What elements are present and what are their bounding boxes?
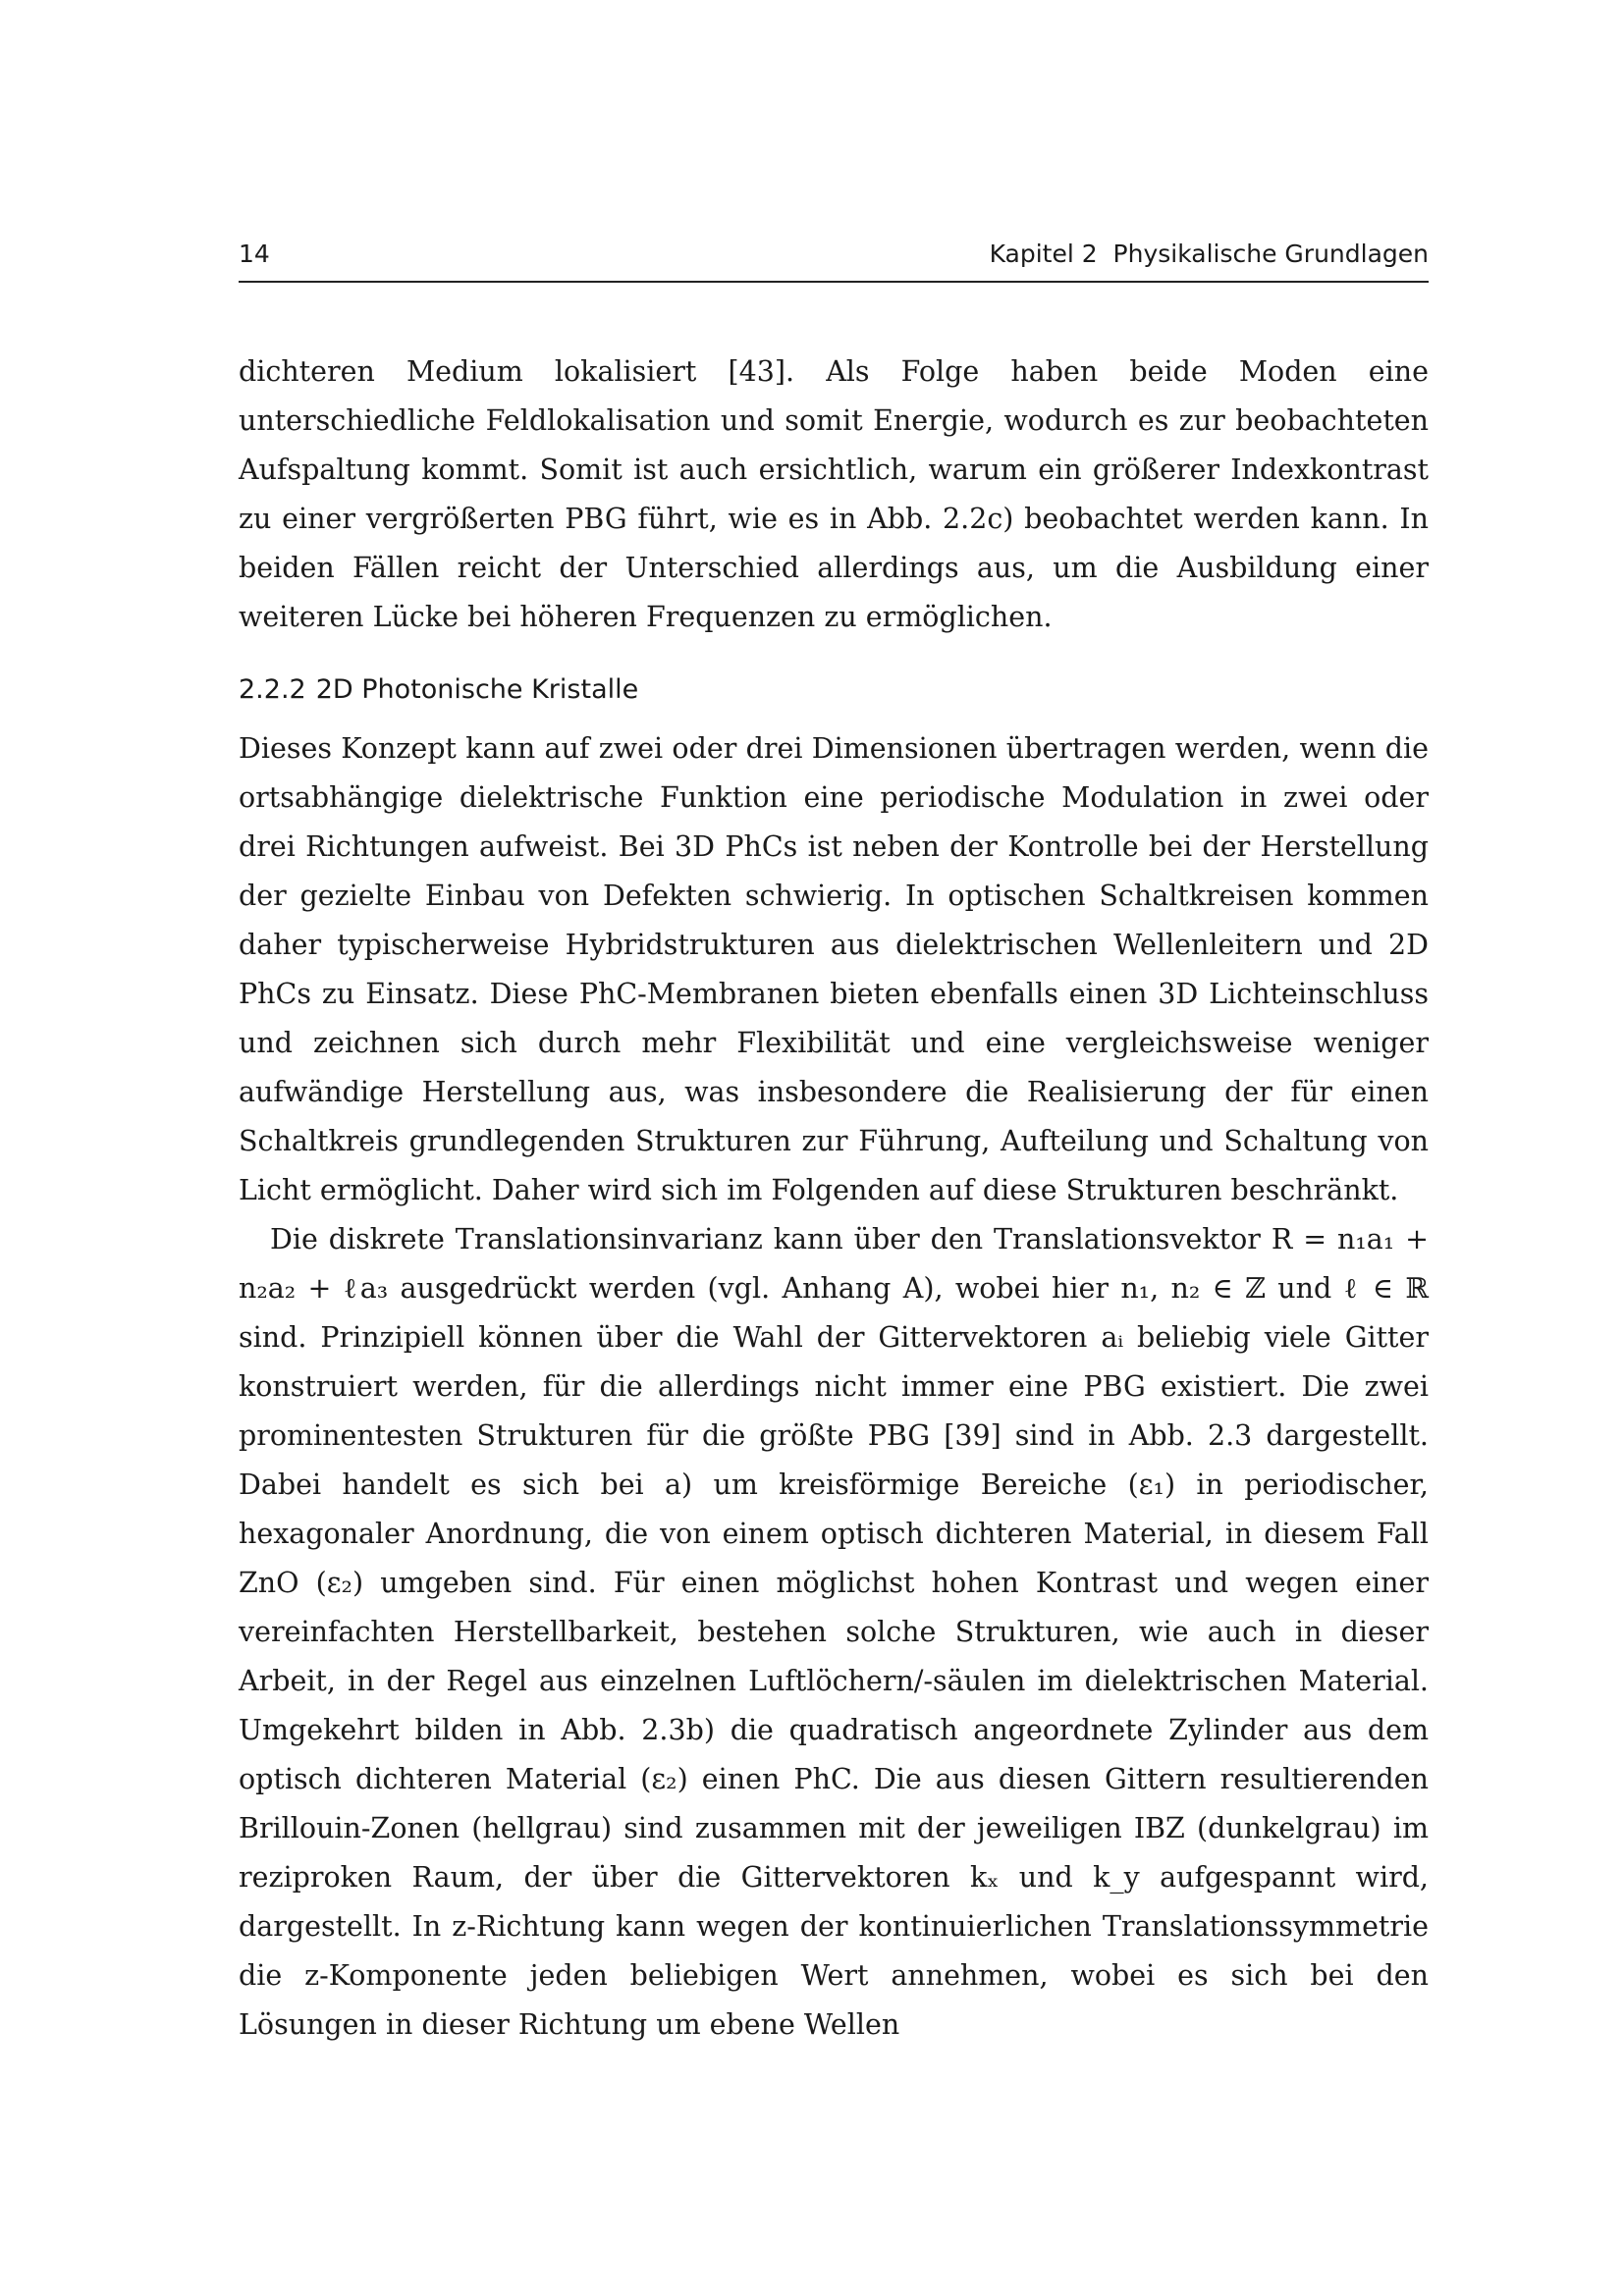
section-number: 2.2.2 — [239, 674, 306, 705]
page-header — [239, 240, 1429, 283]
paragraph-continued: dichteren Medium lokalisiert [43]. Als Folge haben beide Moden eine unterschiedliche Feldlokalisation und somit Energie, wodurch es zur beobachteten Aufspaltung kommt. Somit ist auch ersichtlich, warum ein größerer Indexkontrast zu einer vergrößerten PBG führt, wie es in Abb. 2.2c) beobachtet werden kann. In beiden Fällen reicht der Unterschied allerdings aus, um die Ausbildung einer weiteren Lücke bei höheren Frequenzen zu ermöglichen. — [239, 355, 1429, 633]
page-body — [239, 347, 1429, 2050]
paragraph-translation: Die diskrete Translationsinvarianz kann über den Translationsvektor R = n₁a₁ + n₂a₂ + ℓa₃ ausgedrückt werden (vgl. Anhang A), wobei hier n₁, n₂ ∈ ℤ und ℓ ∈ ℝ sind. Prinzipiell können über die Wahl der Gittervektoren aᵢ beliebig viele Gitter konstruiert werden, für die allerdings nicht immer eine PBG existiert. Die zwei prominentesten Strukturen für die größte PBG [39] sind in Abb. 2.3 dargestellt. Dabei handelt es sich bei a) um kreisförmige Bereiche (ε₁) in periodischer, hexagonaler Anordnung, die von einem optisch dichteren Material, in diesem Fall ZnO (ε₂) umgeben sind. Für einen möglichst hohen Kontrast und wegen einer vereinfachten Herstellbarkeit, bestehen solche Strukturen, wie auch in dieser Arbeit, in der Regel aus einzelnen Luftlöchern/-säulen im dielektrischen Material. Umgekehrt bilden in Abb. 2.3b) die quadratisch angeordnete Zylinder aus dem optisch dichteren Material (ε₂) einen PhC. Die aus diesen Gittern resultierenden Brillouin-Zonen (hellgrau) sind zusammen mit der jeweiligen IBZ (dunkelgrau) im reziproken Raum, der über die Gittervektoren kₓ und k_y aufgespannt wird, dargestellt. In z-Richtung kann wegen der kontinuierlichen Translationssymmetrie die z-Komponente jeden beliebigen Wert annehmen, wobei es sich bei den Lösungen in dieser Richtung um ebene Wellen — [239, 1223, 1429, 2041]
running-title: Kapitel 2 Physikalische Grundlagen — [989, 240, 1429, 268]
paragraph-intro: Dieses Konzept kann auf zwei oder drei Dimensionen übertragen werden, wenn die ortsabhängige dielektrische Funktion eine periodische Modulation in zwei oder drei Richtungen aufweist. Bei 3D PhCs ist neben der Kontrolle bei der Herstellung der gezielte Einbau von Defekten schwierig. In optischen Schaltkreisen kommen daher typischerweise Hybridstrukturen aus dielektrischen Wellenleitern und 2D PhCs zu Einsatz. Diese PhC-Membranen bieten ebenfalls einen 3D Lichteinschluss und zeichnen sich durch mehr Flexibilität und eine vergleichsweise weniger aufwändige Herstellung aus, was insbesondere die Realisierung der für einen Schaltkreis grundlegenden Strukturen zur Führung, Aufteilung und Schaltung von Licht ermöglicht. Daher wird sich im Folgenden auf diese Strukturen beschränkt. — [239, 732, 1429, 1206]
page-number: 14 — [239, 240, 270, 268]
section-title: 2D Photonische Kristalle — [315, 674, 639, 705]
section-heading — [239, 666, 1429, 715]
